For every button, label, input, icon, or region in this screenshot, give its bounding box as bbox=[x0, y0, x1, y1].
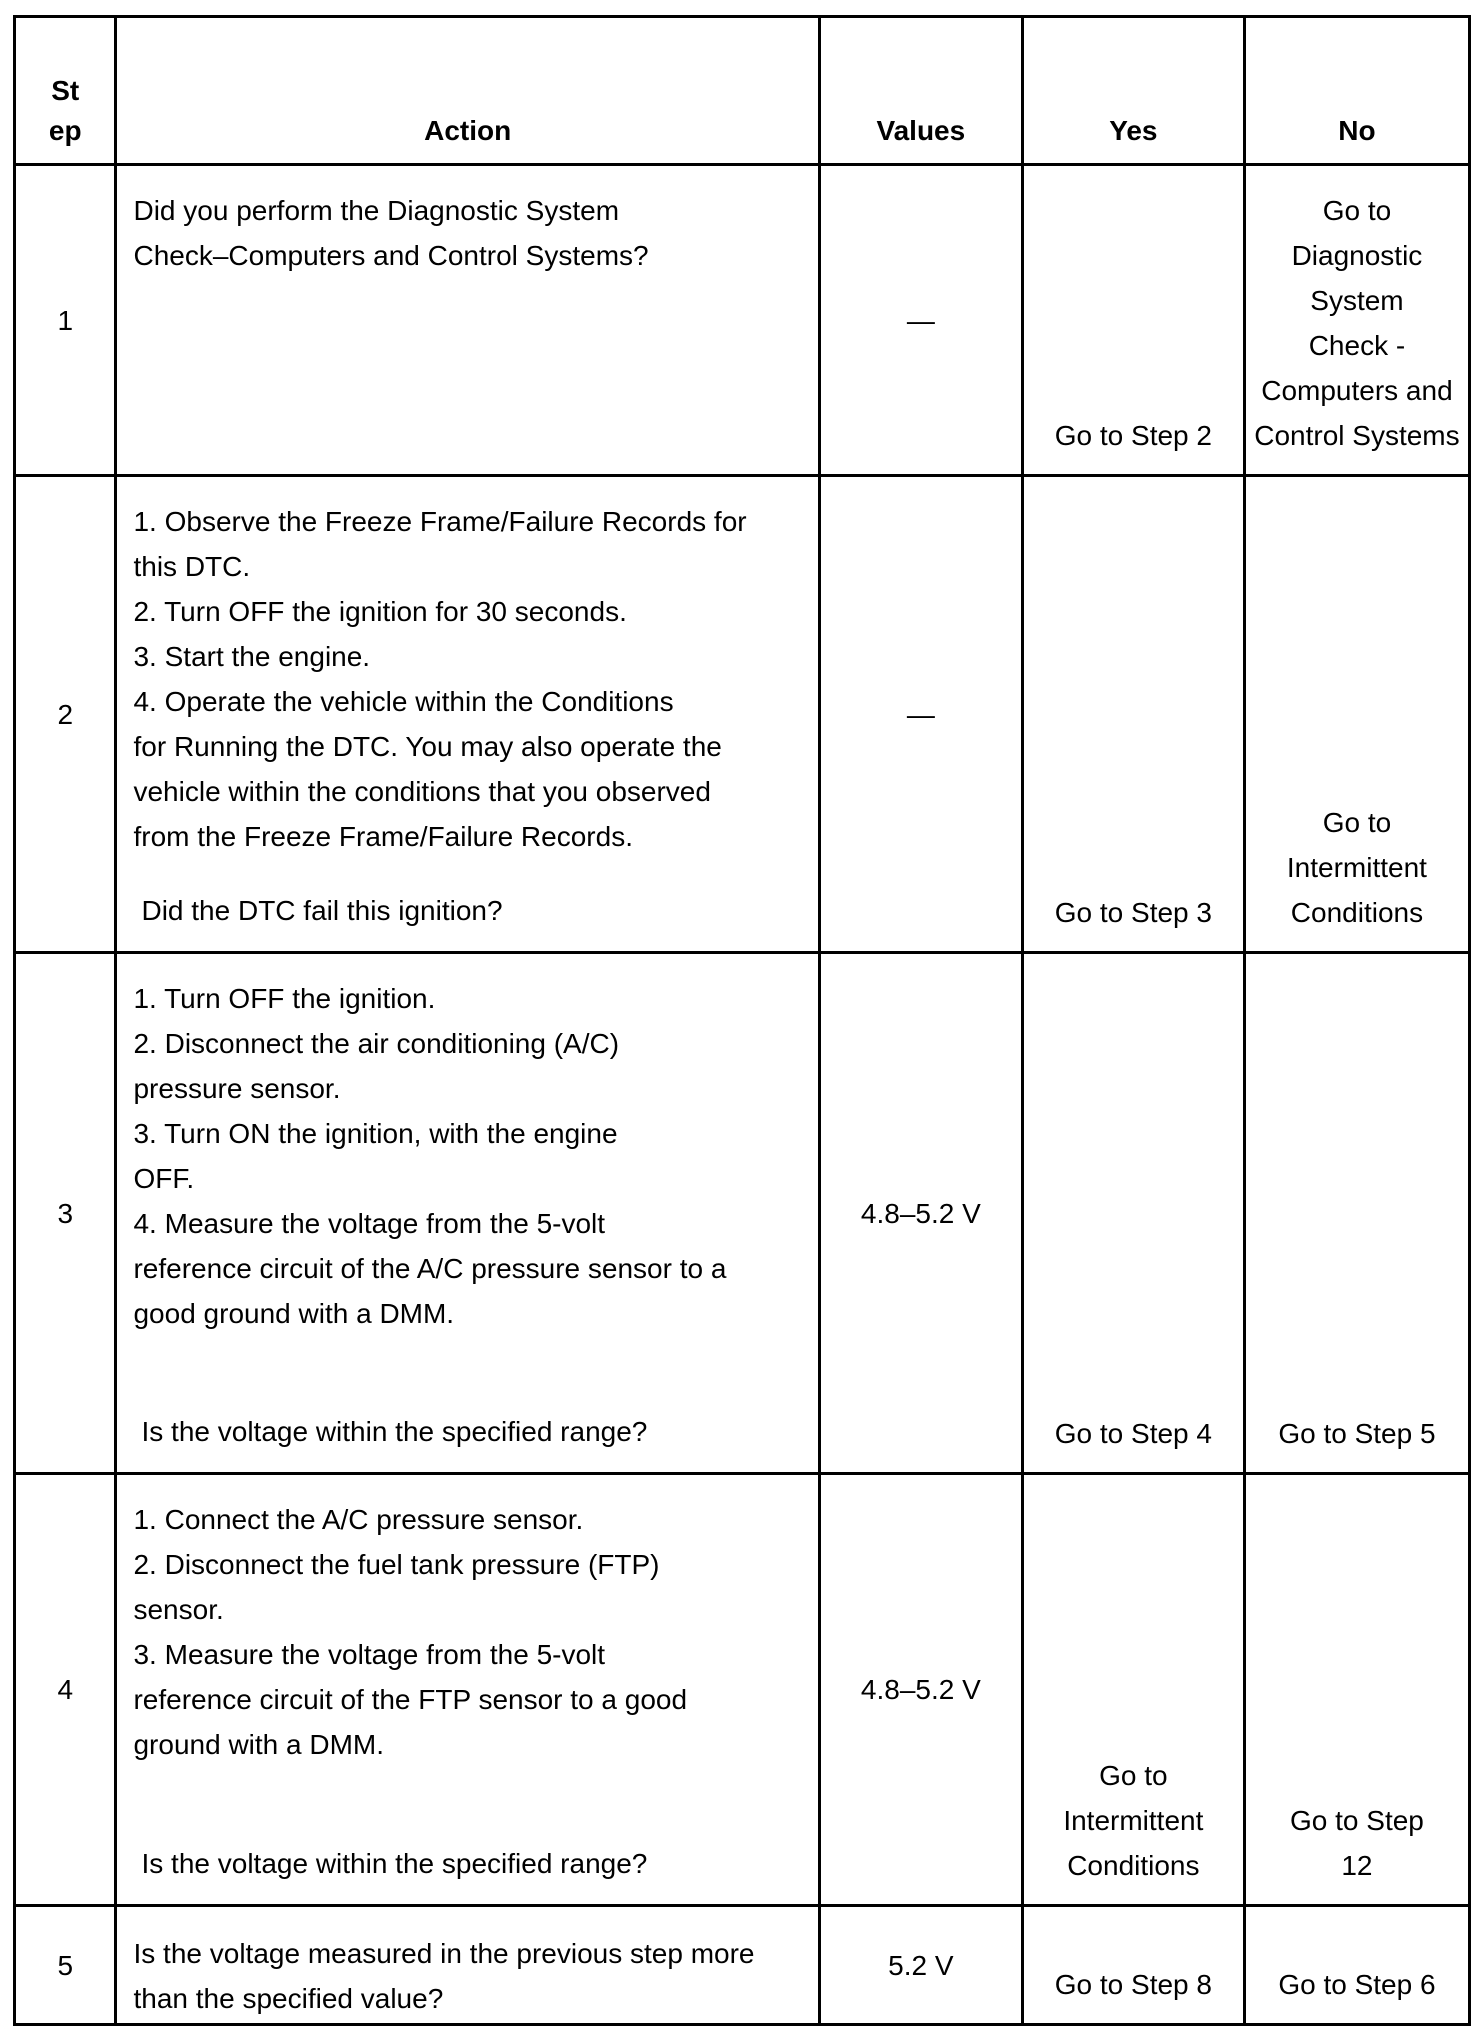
yes-line: Conditions bbox=[1067, 1850, 1200, 1881]
step-number: 2 bbox=[15, 476, 116, 953]
action-line: for Running the DTC. You may also operate the bbox=[133, 731, 722, 762]
table-row bbox=[15, 953, 1470, 1474]
step-number: 5 bbox=[15, 1906, 116, 2025]
table-row bbox=[15, 165, 1470, 476]
action-line: pressure sensor. bbox=[133, 1073, 341, 1104]
action-line: 3. Measure the voltage from the 5-volt bbox=[133, 1639, 606, 1670]
no-cell bbox=[1244, 1474, 1469, 1906]
yes-line: Go to Step 3 bbox=[1054, 897, 1212, 928]
action-line: Did you perform the Diagnostic System bbox=[133, 195, 620, 226]
step-number: 4 bbox=[15, 1474, 116, 1906]
no-line: Conditions bbox=[1290, 897, 1424, 928]
action-line: 4. Measure the voltage from the 5-volt bbox=[133, 1208, 606, 1239]
action-line: ground with a DMM. bbox=[133, 1729, 385, 1760]
yes-line: Go to Step 2 bbox=[1054, 420, 1212, 451]
yes-cell bbox=[1022, 1474, 1244, 1906]
no-line: Computers and bbox=[1261, 375, 1453, 406]
header-yes: Yes bbox=[1022, 17, 1244, 165]
action-line: 3. Turn ON the ignition, with the engine bbox=[133, 1118, 618, 1149]
no-line: Go to Step 6 bbox=[1278, 1969, 1436, 2000]
action-line: this DTC. bbox=[133, 551, 251, 582]
action-cell bbox=[116, 1906, 819, 2025]
action-line: 1. Turn OFF the ignition. bbox=[133, 983, 436, 1014]
diagnostic-table bbox=[13, 15, 1471, 2026]
no-line: System bbox=[1310, 285, 1404, 316]
action-line: 2. Disconnect the air conditioning (A/C) bbox=[133, 1028, 620, 1059]
yes-line: Go to bbox=[1099, 1760, 1168, 1791]
yes-cell bbox=[1022, 165, 1244, 476]
action-cell bbox=[116, 165, 819, 476]
table-row bbox=[15, 1906, 1470, 2025]
yes-line: Go to Step 4 bbox=[1054, 1418, 1212, 1449]
no-line: Check - bbox=[1308, 330, 1406, 361]
action-line: vehicle within the conditions that you observed bbox=[133, 776, 711, 807]
action-line: 1. Connect the A/C pressure sensor. bbox=[133, 1504, 584, 1535]
step-number: 1 bbox=[15, 165, 116, 476]
action-question: Is the voltage within the specified range? bbox=[141, 1416, 648, 1447]
action-line: 2. Turn OFF the ignition for 30 seconds. bbox=[133, 596, 627, 627]
values-cell: 4.8–5.2 V bbox=[819, 953, 1022, 1474]
yes-cell bbox=[1022, 1906, 1244, 2025]
header-values: Values bbox=[819, 17, 1022, 165]
table-row bbox=[15, 476, 1470, 953]
action-line: sensor. bbox=[133, 1594, 224, 1625]
action-line: 4. Operate the vehicle within the Conditions bbox=[133, 686, 674, 717]
action-line: 3. Start the engine. bbox=[133, 641, 371, 672]
no-cell bbox=[1244, 165, 1469, 476]
action-line: reference circuit of the FTP sensor to a good bbox=[133, 1684, 688, 1715]
header-no: No bbox=[1244, 17, 1469, 165]
no-line: Go to Step 5 bbox=[1278, 1418, 1436, 1449]
no-cell bbox=[1244, 476, 1469, 953]
no-line: Diagnostic bbox=[1291, 240, 1423, 271]
action-question: Is the voltage within the specified range? bbox=[141, 1848, 648, 1879]
no-line: Control Systems bbox=[1254, 420, 1460, 451]
action-question: Did the DTC fail this ignition? bbox=[141, 895, 503, 926]
no-line: Go to Step bbox=[1290, 1805, 1424, 1836]
yes-cell bbox=[1022, 953, 1244, 1474]
no-cell bbox=[1244, 953, 1469, 1474]
action-line: good ground with a DMM. bbox=[133, 1298, 455, 1329]
no-line: Go to bbox=[1322, 807, 1392, 838]
no-line: Go to bbox=[1322, 195, 1392, 226]
table-row bbox=[15, 1474, 1470, 1906]
values-cell: 5.2 V bbox=[819, 1906, 1022, 2025]
action-line: Is the voltage measured in the previous step more bbox=[133, 1938, 755, 1969]
values-cell: 4.8–5.2 V bbox=[819, 1474, 1022, 1906]
action-line: than the specified value? bbox=[133, 1983, 444, 2014]
yes-cell bbox=[1022, 476, 1244, 953]
header-action: Action bbox=[116, 17, 819, 165]
no-cell bbox=[1244, 1906, 1469, 2025]
no-line: 12 bbox=[1341, 1850, 1373, 1881]
header-row bbox=[15, 17, 1470, 165]
action-line: 1. Observe the Freeze Frame/Failure Records for bbox=[133, 506, 747, 537]
action-cell bbox=[116, 953, 819, 1474]
action-line: OFF. bbox=[133, 1163, 195, 1194]
yes-line: Go to Step 8 bbox=[1054, 1969, 1212, 2000]
action-line: Check–Computers and Control Systems? bbox=[133, 240, 649, 271]
action-cell bbox=[116, 1474, 819, 1906]
action-cell bbox=[116, 476, 819, 953]
values-cell: — bbox=[819, 165, 1022, 476]
step-number: 3 bbox=[15, 953, 116, 1474]
header-step: St ep bbox=[15, 17, 116, 165]
no-line: Intermittent bbox=[1286, 852, 1427, 883]
action-line: 2. Disconnect the fuel tank pressure (FTP) bbox=[133, 1549, 660, 1580]
yes-line: Intermittent bbox=[1063, 1805, 1204, 1836]
values-cell: — bbox=[819, 476, 1022, 953]
action-line: reference circuit of the A/C pressure sensor to a bbox=[133, 1253, 727, 1284]
action-line: from the Freeze Frame/Failure Records. bbox=[133, 821, 633, 852]
